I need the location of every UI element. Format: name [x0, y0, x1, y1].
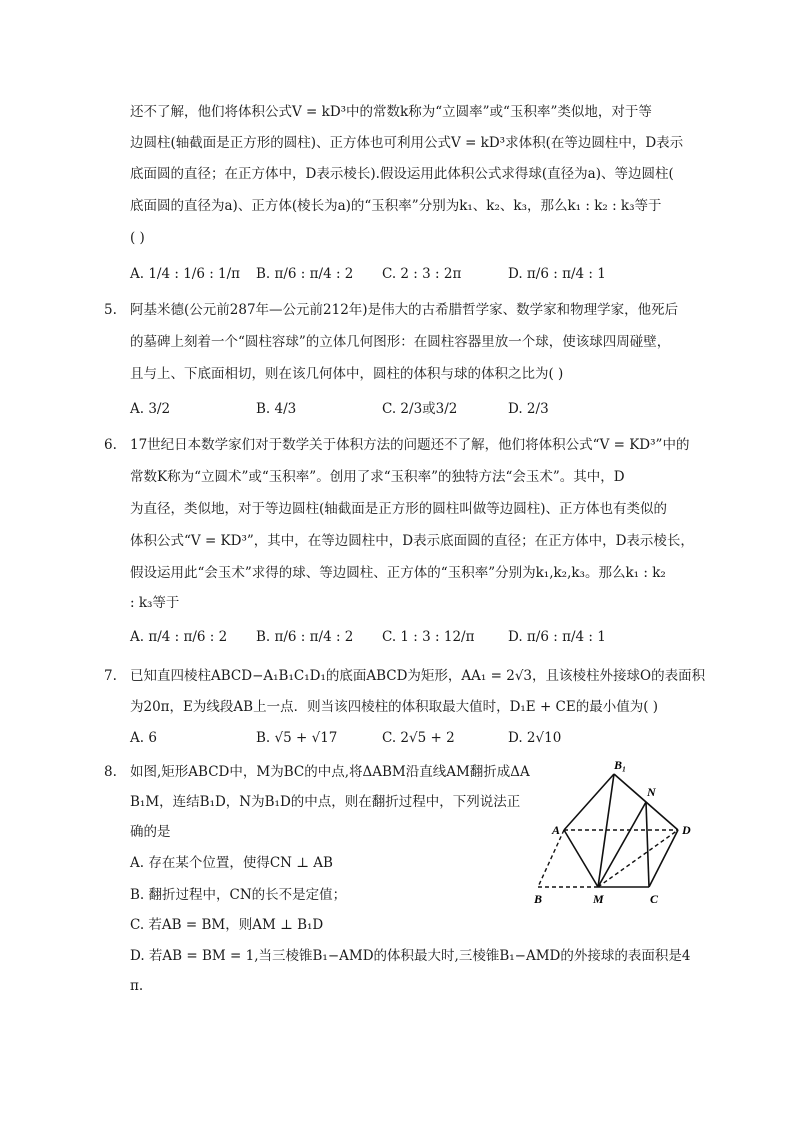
option-c: C. 1 : 3 : 12/π: [382, 629, 475, 645]
geometry-diagram: [528, 760, 708, 910]
question-text-line: 为直径，类似地，对于等边圆柱(轴截面是正方形的圆柱叫做等边圆柱)、正方体也有类似的: [130, 501, 668, 517]
label-b1: B₁: [614, 760, 627, 772]
label-d: D: [682, 823, 691, 837]
question-text-line: 假设运用此“会玉术”求得的球、等边圆柱、正方体的“玉积率”分别为k₁,k₂,k₃。那么k₁ : k₂: [130, 565, 666, 581]
option-b: B. π/6 : π/4 : 2: [256, 266, 354, 282]
question-number: 7.: [104, 668, 117, 684]
statement-a: A. 存在某个位置，使得CN ⊥ AB: [130, 855, 333, 871]
statement-c: C. 若AB = BM，则AM ⊥ B₁D: [130, 917, 324, 933]
label-n: N: [647, 785, 656, 799]
edge-ab-dashed: [538, 830, 564, 887]
label-a: A: [552, 823, 561, 837]
option-c: C. 2√5 + 2: [382, 730, 455, 746]
label-b: B: [534, 892, 543, 906]
option-d: D. 2√10: [508, 730, 562, 746]
question-text-line: 底面圆的直径；在正方体中，D表示棱长).假设运用此体积公式求得球(直径为a)、等边圆柱(: [130, 166, 674, 182]
question-text-line: 阿基米德(公元前287年—公元前212年)是伟大的古希腊哲学家、数学家和物理学家，他死后: [130, 302, 679, 318]
option-b: B. π/6 : π/4 : 2: [256, 629, 354, 645]
question-text-line: 且与上、下底面相切，则在该几何体中，圆柱的体积与球的体积之比为( ): [130, 366, 564, 382]
edge-md-dashed: [598, 830, 678, 887]
question-number: 8.: [104, 764, 117, 780]
answer-bracket: ( ): [130, 230, 145, 246]
edge-nc: [646, 802, 649, 887]
question-text-line: 还不了解，他们将体积公式V = kD³中的常数k称为“立圆率”或“玉积率”类似地，对于等: [130, 104, 652, 120]
question-text-line: 为20π，E为线段AB上一点．则当该四棱柱的体积取最大值时，D₁E + CE的最小值为( ): [130, 699, 659, 715]
edge-nm: [598, 802, 646, 887]
question-text-line: 确的是: [130, 824, 171, 840]
question-text-line: 的墓碑上刻着一个“圆柱容球”的立体几何图形：在圆柱容器里放一个球，使该球四周碰壁，: [130, 334, 671, 350]
option-c: C. 2/3或3/2: [382, 401, 458, 417]
statement-d: D. 若AB = BM = 1,当三棱锥B₁−AMD的体积最大时,三棱锥B₁−AMD的外接球的表面积是4: [130, 948, 691, 964]
label-m: M: [593, 892, 604, 906]
label-c: C: [650, 892, 659, 906]
question-number: 6.: [104, 437, 117, 453]
question-text-line: B₁M，连结B₁D，N为B₁D的中点，则在翻折过程中，下列说法正: [130, 794, 521, 810]
question-text-line: : k₃等于: [130, 595, 180, 611]
question-text-line: 边圆柱(轴截面是正方形的圆柱)、正方体也可利用公式V = kD³求体积(在等边圆柱中，D表示: [130, 135, 684, 151]
option-d: D. 2/3: [508, 401, 549, 417]
option-b: B. √5 + √17: [256, 730, 338, 746]
option-a: A. 3/2: [130, 401, 171, 417]
question-text-line: 如图,矩形ABCD中，M为BC的中点,将ΔABM沿直线AM翻折成ΔA: [130, 764, 530, 780]
edge-am: [564, 830, 598, 887]
edge-cd: [649, 830, 678, 887]
question-text-line: 底面圆的直径为a)、正方体(棱长为a)的“玉积率”分别为k₁、k₂、k₃，那么k₁ : k₂ : k₃等于: [130, 198, 662, 214]
option-c: C. 2 : 3 : 2π: [382, 266, 462, 282]
question-text-line: 常数K称为“立圆术”或“玉积率”。创用了求“玉积率”的独特方法“会玉术”。其中，D: [130, 469, 625, 485]
question-text-line: 体积公式“V = KD³”，其中，在等边圆柱中，D表示底面圆的直径；在正方体中，D表示棱长，: [130, 533, 694, 549]
question-number: 5.: [104, 302, 117, 318]
option-a: A. 1/4 : 1/6 : 1/π: [130, 266, 241, 282]
statement-b: B. 翻折过程中，CN的长不是定值；: [130, 887, 347, 903]
option-b: B. 4/3: [256, 401, 297, 417]
question-text-line: 17世纪日本数学家们对于数学关于体积方法的问题还不了解，他们将体积公式“V = KD³”中的: [130, 437, 690, 453]
statement-d-continued: π.: [130, 978, 144, 994]
option-d: D. π/6 : π/4 : 1: [508, 266, 606, 282]
option-a: A. π/4 : π/6 : 2: [130, 629, 228, 645]
folding-rectangle-figure: [528, 760, 708, 910]
option-a: A. 6: [130, 730, 157, 746]
question-text-line: 已知直四棱柱ABCD−A₁B₁C₁D₁的底面ABCD为矩形，AA₁ = 2√3，且该棱柱外接球O的表面积: [130, 668, 706, 684]
option-d: D. π/6 : π/4 : 1: [508, 629, 606, 645]
